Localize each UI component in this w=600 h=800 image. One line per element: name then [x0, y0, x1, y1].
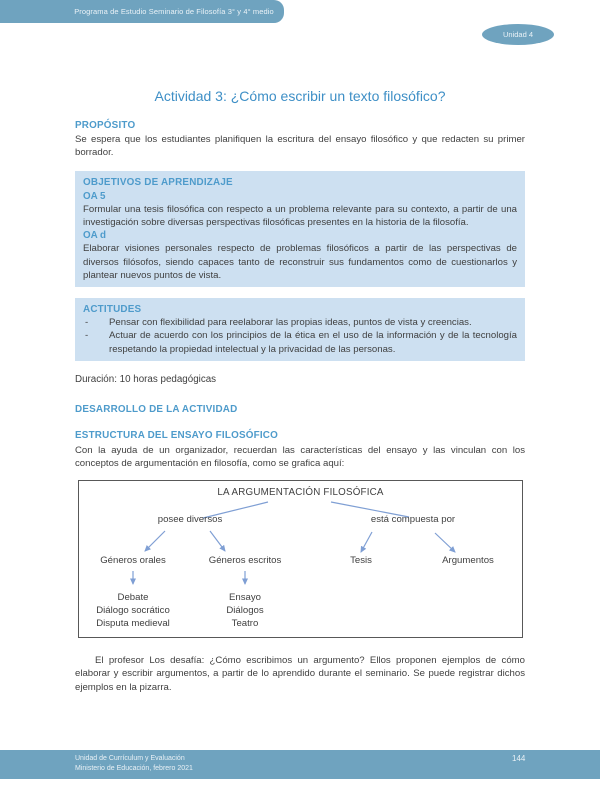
actitudes-bullet — [83, 329, 517, 355]
arrow-line — [435, 533, 455, 552]
closing-paragraph: El profesor Los desafía: ¿Cómo escribimos un argumento? Ellos proponen ejemplos de cómo elaborar y escribir argumentos, a partir de lo aprendido durante el seminario. Se puede registrar dichos ejemplos en la pizarra. — [75, 655, 525, 693]
argumentation-diagram — [78, 480, 523, 638]
list-item: Diálogo socrático — [96, 605, 170, 617]
diagram-node-generos-orales: Géneros orales — [100, 555, 166, 567]
oa5-code: OA 5 — [83, 190, 106, 202]
generos-orales-list — [96, 591, 170, 630]
list-item: Debate — [117, 592, 149, 604]
actitudes-heading: ACTITUDES — [83, 304, 142, 316]
page-content — [75, 88, 525, 694]
diagram-left-connector-label: posee diversos — [157, 514, 223, 526]
arrow-line — [145, 531, 165, 551]
bullet-dash-icon: - — [85, 317, 89, 329]
bullet-dash-icon: - — [85, 330, 89, 342]
page-number: 144 — [512, 754, 526, 763]
estructura-intro: Con la ayuda de un organizador, recuerdan las características del ensayo y las vinculan con los conceptos de argumentación en filosofía, como se grafica aquí: — [75, 444, 525, 470]
list-item: Ensayo — [229, 592, 261, 604]
bullet-text: Actuar de acuerdo con los principios de la ética en el uso de la información y de la tecnología respetando la propiedad intelectual y la privacidad de las personas. — [109, 330, 517, 355]
objetivos-heading: OBJETIVOS DE APRENDIZAJE — [83, 177, 233, 189]
diagram-node-generos-escritos: Géneros escritos — [208, 555, 282, 567]
actitudes-box — [75, 298, 525, 361]
unit-badge — [482, 24, 554, 45]
footer-org-line1: Unidad de Currículum y Evaluación — [75, 755, 185, 762]
footer-org-line2: Ministerio de Educación, febrero 2021 — [75, 764, 193, 772]
desarrollo-heading: DESARROLLO DE LA ACTIVIDAD — [75, 403, 238, 415]
duration-text: Duración: 10 horas pedagógicas — [75, 373, 217, 385]
list-item: Disputa medieval — [96, 618, 170, 630]
unit-badge-label: Unidad 4 — [502, 30, 534, 39]
diagram-node-tesis: Tesis — [350, 555, 372, 567]
proposito-text: Se espera que los estudiantes planifiquen la escritura del ensayo filosófico y que redacten su primer borrador. — [75, 134, 525, 159]
program-title-banner — [0, 0, 284, 23]
arrow-line — [361, 532, 372, 552]
diagram-node-argumentos: Argumentos — [442, 555, 494, 567]
program-title-label: Programa de Estudio Seminario de Filosofía 3° y 4° medio — [74, 7, 274, 16]
diagram-right-connector-label: está compuesta por — [370, 514, 456, 526]
list-item: Diálogos — [226, 605, 264, 617]
oad-text: Elaborar visiones personales respecto de problemas filosóficos a partir de las perspectivas de diversos filósofos, siendo capaces tanto de reconstruir sus fundamentos como de cuestionarlos y plantear nuevos puntos de vista. — [83, 243, 517, 281]
activity-title: Actividad 3: ¿Cómo escribir un texto filosófico? — [154, 88, 446, 104]
footer-organization — [75, 754, 193, 773]
oa5-text: Formular una tesis filosófica con respecto a un problema relevante para su contexto, a partir de una investigación sobre diversas perspectivas filosóficas presentes en la historia de la filosofía. — [83, 203, 517, 229]
footer-bar — [0, 750, 600, 779]
bullet-text: Pensar con flexibilidad para reelaborar las propias ideas, puntos de vista y creencias. — [109, 317, 472, 329]
diagram-root-node: LA ARGUMENTACIÓN FILOSÓFICA — [217, 487, 384, 499]
arrow-line — [210, 531, 225, 551]
proposito-heading: PROPÓSITO — [75, 120, 136, 131]
list-item: Teatro — [231, 618, 259, 630]
generos-escritos-list — [226, 591, 263, 630]
objetivos-box — [75, 171, 525, 287]
actitudes-bullet — [83, 316, 517, 329]
estructura-heading: ESTRUCTURA DEL ENSAYO FILOSÓFICO — [75, 429, 279, 441]
oad-code: OA d — [83, 230, 107, 242]
